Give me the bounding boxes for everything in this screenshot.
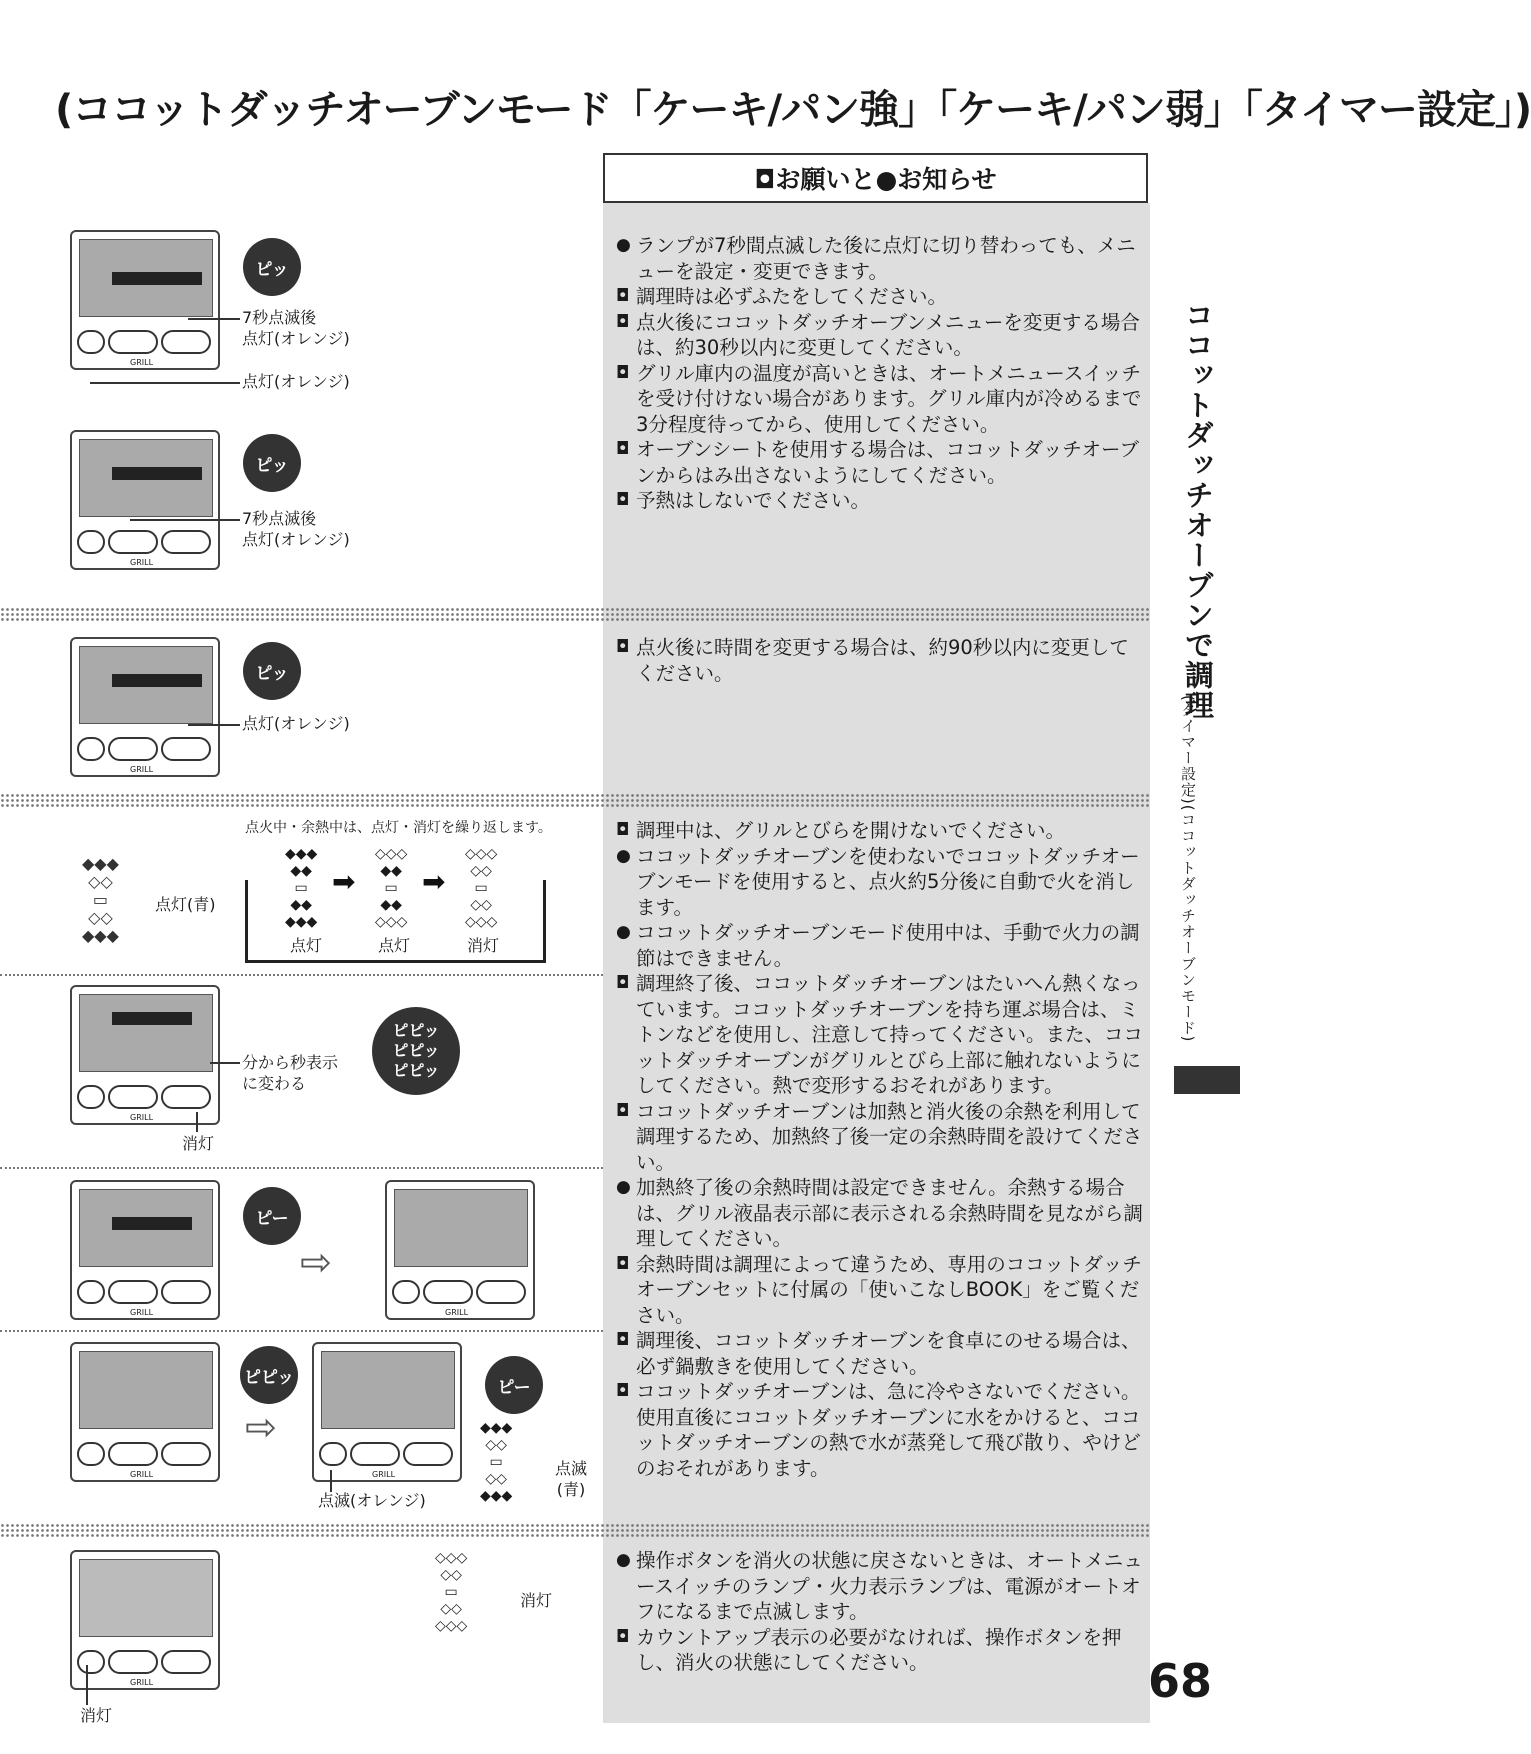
timer-button: [161, 737, 211, 761]
sound-bubble: ピッ: [243, 642, 301, 700]
note-mark: ●: [616, 1550, 631, 1570]
label-blink7: 7秒点滅後 点灯(オレンジ): [242, 509, 350, 549]
note-mark: ◘: [616, 973, 630, 993]
leader-line: [210, 1062, 240, 1064]
leader-line: [188, 318, 240, 320]
leader-line: [86, 1665, 88, 1705]
notes-section-2: [616, 635, 1144, 686]
auto-menu-button: [77, 1085, 105, 1109]
select-button: [350, 1442, 400, 1466]
sound-bubble: ピピッ: [240, 1346, 298, 1404]
note-text: ランプが7秒間点滅した後に点灯に切り替わっても、メニューを設定・変更できます。: [636, 234, 1136, 283]
note-item: [616, 233, 1144, 284]
grill-label: GRILL: [130, 358, 154, 367]
note-item: [616, 437, 1144, 488]
auto-menu-button: [77, 737, 105, 761]
grill-label: GRILL: [130, 765, 154, 774]
note-item: [616, 310, 1144, 361]
figure-divider: [0, 1330, 603, 1332]
note-text: 予熱はしないでください。: [636, 489, 871, 512]
sound-bubble: ピッ: [243, 434, 301, 492]
lcd-screen: [79, 994, 213, 1072]
timer-button: [161, 1280, 211, 1304]
auto-menu-button: [77, 1650, 105, 1674]
auto-menu-button: [77, 1442, 105, 1466]
note-text: ココットダッチオーブンは、急に冷やさないでください。使用直後にココットダッチオーブンに水をかけると、ココットダッチオーブンの熱で水が蒸発して飛び散り、やけどのおそれがあります。: [636, 1380, 1141, 1480]
burner-icon: ◇◇◇ ◇◇ ▭ ◇◇ ◇◇◇: [465, 846, 498, 930]
notes-section-1: [616, 233, 1144, 514]
lcd-screen: [321, 1351, 455, 1429]
lcd-screen: [394, 1189, 528, 1267]
timer-button: [161, 530, 211, 554]
figure-divider: [0, 974, 603, 976]
grill-label: GRILL: [130, 1308, 154, 1317]
timer-button: [403, 1442, 453, 1466]
note-item: [616, 361, 1144, 438]
timer-button: [161, 1085, 211, 1109]
note-text: 点火後にココットダッチオーブンメニューを変更する場合は、約30秒以内に変更してください。: [636, 310, 1140, 359]
grill-lcd-panel: [70, 230, 220, 370]
note-item: [616, 971, 1144, 1099]
grill-lcd-panel: [70, 1550, 220, 1690]
select-button: [108, 1280, 158, 1304]
grill-lcd-panel: [312, 1342, 462, 1482]
section-divider: [0, 793, 1150, 809]
label-lit-orange: 点灯(オレンジ): [242, 714, 350, 733]
note-item: [616, 1175, 1144, 1252]
label-blink7: 7秒点滅後 点灯(オレンジ): [242, 308, 350, 348]
select-button: [108, 330, 158, 354]
auto-menu-button: [77, 1280, 105, 1304]
select-button: [108, 530, 158, 554]
grill-label: GRILL: [130, 1470, 154, 1479]
section-divider: [0, 607, 1150, 623]
burner-icon: ◆◆◆ ◇◇ ▭ ◇◇ ◆◆◆: [480, 1420, 513, 1504]
note-mark: ●: [616, 1177, 631, 1197]
note-text: ココットダッチオーブンは加熱と消火後の余熱を利用して調理するため、加熱終了後一定の余熱時間を設けてください。: [636, 1099, 1143, 1174]
sound-bubble: ピピッ ピピッ ピピッ: [372, 1007, 460, 1095]
select-button: [108, 737, 158, 761]
grill-label: GRILL: [445, 1308, 469, 1317]
note-mark: ◘: [616, 362, 630, 383]
note-mark: ◘: [616, 820, 630, 840]
burner-icon: ◇◇◇ ◆◆ ▭ ◆◆ ◇◇◇: [375, 846, 408, 930]
label-blink-orange: 点滅(オレンジ): [318, 1491, 426, 1510]
lcd-highlight: [112, 467, 202, 480]
label-cycle-lit: 点灯: [378, 936, 411, 955]
arrow-right-icon: ⇨: [245, 1405, 277, 1449]
note-text: 操作ボタンを消火の状態に戻さないときは、オートメニュースイッチのランプ・火力表示ランプは、電源がオートオフになるまで点滅します。: [636, 1549, 1143, 1623]
note-text: カウントアップ表示の必要がなければ、操作ボタンを押し、消火の状態にしてください。: [636, 1625, 1122, 1674]
note-mark: ●: [616, 235, 631, 255]
timer-button: [161, 1650, 211, 1674]
note-text: ココットダッチオーブンを使わないでココットダッチオーブンモードを使用すると、点火約5分後に自動で火を消します。: [636, 844, 1140, 919]
lcd-screen: [79, 1351, 213, 1429]
auto-menu-button: [77, 530, 105, 554]
grill-label: GRILL: [130, 1113, 154, 1122]
select-button: [108, 1442, 158, 1466]
note-mark: ◘: [616, 1381, 630, 1401]
timer-button: [476, 1280, 526, 1304]
auto-menu-button: [319, 1442, 347, 1466]
note-item: [616, 1379, 1144, 1481]
leader-line: [188, 724, 240, 726]
notes-section-4: [616, 1548, 1144, 1676]
note-mark: ◘: [616, 439, 630, 459]
grill-label: GRILL: [372, 1470, 396, 1479]
leader-line: [330, 1470, 332, 1492]
note-text: 調理中は、グリルとびらを開けないでください。: [636, 819, 1066, 842]
side-index-tab: [1174, 1066, 1240, 1094]
leader-line: [196, 1112, 198, 1132]
grill-lcd-panel: [70, 430, 220, 570]
label-cycle-lit: 点灯: [290, 936, 323, 955]
label-lit-orange: 点灯(オレンジ): [242, 372, 350, 391]
note-text: ココットダッチオーブンモード使用中は、手動で火力の調節はできません。: [636, 921, 1140, 970]
lcd-highlight: [112, 272, 202, 285]
sound-bubble: ピー: [485, 1356, 543, 1414]
label-blink-blue: 点滅 (青): [555, 1459, 588, 1499]
label-cycle-off: 消灯: [467, 936, 500, 955]
burner-icon: ◆◆◆ ◇◇ ▭ ◇◇ ◆◆◆: [82, 854, 119, 945]
sound-bubble: ピー: [243, 1187, 301, 1245]
note-item: [616, 284, 1144, 310]
note-item: [616, 635, 1144, 686]
lcd-highlight: [112, 1217, 192, 1230]
notice-header: ◘お願いと●お知らせ: [603, 153, 1148, 203]
note-item: [616, 844, 1144, 921]
note-mark: ◘: [616, 637, 630, 657]
note-mark: ◘: [616, 1253, 630, 1274]
note-mark: ◘: [616, 1100, 630, 1121]
note-item: [616, 1099, 1144, 1176]
lcd-screen: [79, 1559, 213, 1637]
lcd-highlight: [112, 674, 202, 687]
grill-lcd-panel: [70, 1180, 220, 1320]
note-text: オーブンシートを使用する場合は、ココットダッチオーブンからはみ出さないようにしてください。: [636, 438, 1140, 487]
grill-lcd-panel: [70, 637, 220, 777]
note-item: [616, 1548, 1144, 1625]
timer-button: [161, 1442, 211, 1466]
note-text: 点火後に時間を変更する場合は、約90秒以内に変更してください。: [636, 636, 1129, 685]
label-off: 消灯: [80, 1706, 113, 1725]
note-mark: ◘: [616, 490, 630, 510]
grill-label: GRILL: [130, 558, 154, 567]
grill-label: GRILL: [130, 1678, 154, 1687]
note-mark: ●: [616, 845, 631, 866]
leader-line: [130, 519, 240, 521]
note-text: グリル庫内の温度が高いときは、オートメニュースイッチを受け付けない場合があります。グリル庫内が冷めるまで3分程度待ってから、使用してください。: [636, 361, 1142, 436]
label-off: 消灯: [520, 1591, 553, 1610]
cycle-caption: 点火中・余熱中は、点灯・消灯を繰り返します。: [245, 820, 552, 836]
lcd-highlight: [112, 1012, 192, 1025]
note-text: 調理後、ココットダッチオーブンを食卓にのせる場合は、必ず鍋敷きを使用してください。: [636, 1329, 1141, 1378]
select-button: [108, 1085, 158, 1109]
note-item: [616, 920, 1144, 971]
leader-line: [90, 382, 240, 384]
note-text: 調理終了後、ココットダッチオーブンはたいへん熱くなっています。ココットダッチオーブンを持ち運ぶ場合は、ミトンなどを使用し、注意して持ってください。また、ココットダッチオーブンがグリルとびら上部に触れないようにしてください。熱で変形するおそれがあります。: [636, 972, 1144, 1097]
note-item: [616, 818, 1144, 844]
note-mark: ◘: [616, 311, 630, 332]
note-item: [616, 1625, 1144, 1676]
arrow-right-icon: ➡: [332, 865, 356, 898]
note-mark: ◘: [616, 1330, 630, 1350]
figure-divider: [0, 1167, 603, 1169]
select-button: [108, 1650, 158, 1674]
notes-section-3: [616, 818, 1144, 1481]
note-text: 加熱終了後の余熱時間は設定できません。余熱する場合は、グリル液晶表示部に表示される余熱時間を見ながら調理してください。: [636, 1176, 1144, 1250]
timer-button: [161, 330, 211, 354]
side-index-title: ココットダッチオーブンで調理: [1181, 300, 1215, 720]
note-mark: ◘: [616, 286, 630, 306]
page-number: 68: [1148, 1654, 1213, 1708]
auto-menu-button: [392, 1280, 420, 1304]
label-off: 消灯: [182, 1134, 215, 1153]
burner-icon: ◇◇◇ ◇◇ ▭ ◇◇ ◇◇◇: [435, 1550, 468, 1634]
select-button: [423, 1280, 473, 1304]
arrow-right-icon: ➡: [422, 865, 446, 898]
label-lit-blue: 点灯(青): [155, 895, 216, 914]
grill-lcd-panel: [70, 1342, 220, 1482]
note-mark: ●: [616, 922, 631, 942]
note-item: [616, 1328, 1144, 1379]
note-text: 余熱時間は調理によって違うため、専用のココットダッチオーブンセットに付属の「使いこなしBOOK」をご覧ください。: [636, 1252, 1142, 1327]
note-text: 調理時は必ずふたをしてください。: [636, 285, 948, 308]
sound-bubble: ピッ: [243, 238, 301, 296]
label-min-to-sec: 分から秒表示 に変わる: [242, 1053, 339, 1093]
section-divider: [0, 1523, 1150, 1539]
note-item: [616, 1252, 1144, 1329]
page-title: (ココットダッチオーブンモード「ケーキ/パン強」「ケーキ/パン弱」「タイマー設定」): [55, 87, 1531, 133]
note-mark: ◘: [616, 1626, 630, 1647]
side-index-subtitle: (タイマー設定)(ココットダッチオーブンモード): [1179, 695, 1197, 1043]
note-item: [616, 488, 1144, 514]
arrow-right-icon: ⇨: [300, 1240, 332, 1284]
grill-lcd-panel: [70, 985, 220, 1125]
auto-menu-button: [77, 330, 105, 354]
burner-icon: ◆◆◆ ◆◆ ▭ ◆◆ ◆◆◆: [285, 846, 318, 930]
grill-lcd-panel: [385, 1180, 535, 1320]
